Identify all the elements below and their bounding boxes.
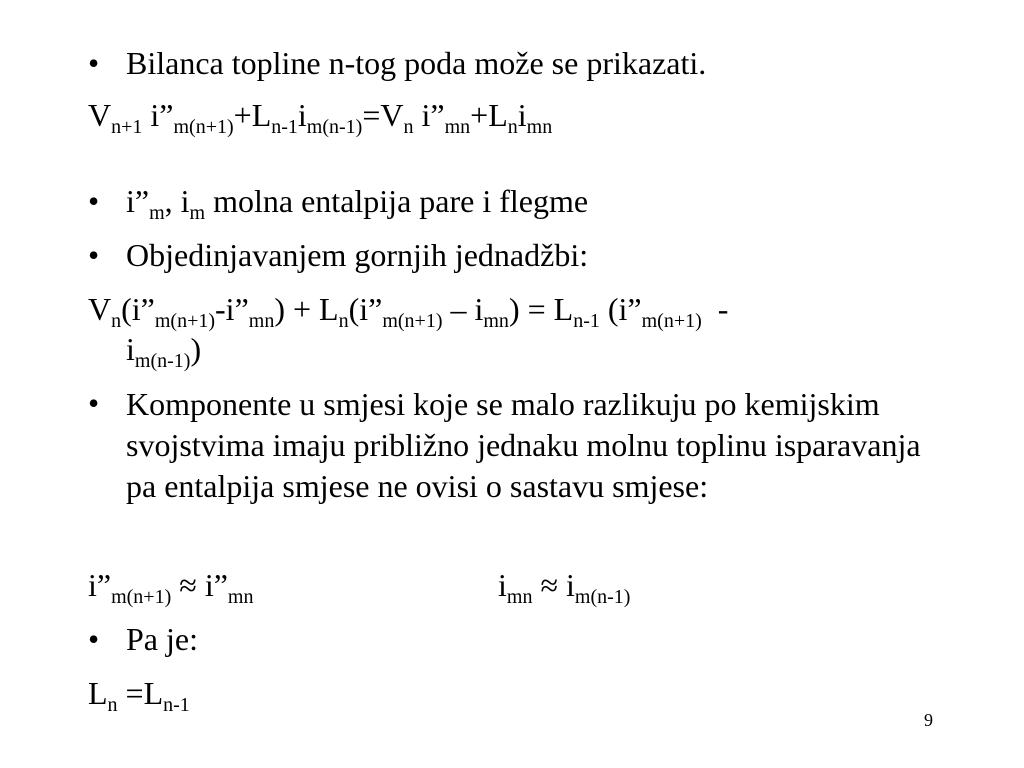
bullet-text: Pa je: — [126, 621, 198, 657]
equation-heat-balance: $V_{n+1}$ $i”_{m(n+1)}+L_{n-1}i_{m(n-1)}=V_n$ $i”_{mn}+L_ni_{mn}$ — [88, 97, 553, 138]
bullet-text: $i”_m$, $i_m$ molna entalpija pare i flegme — [126, 183, 589, 224]
equation-combined-continuation: $i_{m(n-1)}$) — [126, 331, 202, 372]
page-number: 9 — [924, 710, 933, 730]
equation-result: $L_n =L_{n-1}$ — [88, 675, 190, 716]
bullet-text: Objedinjavanjem gornjih jednadžbi: — [126, 237, 589, 273]
bullet-text: Komponente u smjesi koje se malo razlikuju po kemijskim svojstvima imaju približno jednaku molnu toplinu isparavanja pa entalpija smjese ne ovisi o sastavu smjese: — [126, 386, 921, 504]
bullet-marker: • — [88, 621, 100, 657]
equation-approx-right: $i_{mn} \approx i_{m(n-1)}$ — [498, 567, 631, 608]
equation-combined: $V_n(i”_{m(n+1)}-i”_{mn})$ + $L_n(i”_{m(n+1)} - i_{mn}) = L_{n-1}$ ($i”_{m(n+1)}$ - — [88, 291, 729, 332]
bullet-marker: • — [88, 385, 100, 421]
equation-approx-left: $i”_{m(n+1)}$ ≈ $i”_{mn}$ — [88, 567, 254, 608]
bullet-marker: • — [88, 183, 100, 219]
bullet-marker: • — [88, 237, 100, 273]
bullet-marker: • — [88, 45, 100, 81]
bullet-text: Bilanca topline n-tog poda može se prikazati. — [126, 45, 707, 81]
